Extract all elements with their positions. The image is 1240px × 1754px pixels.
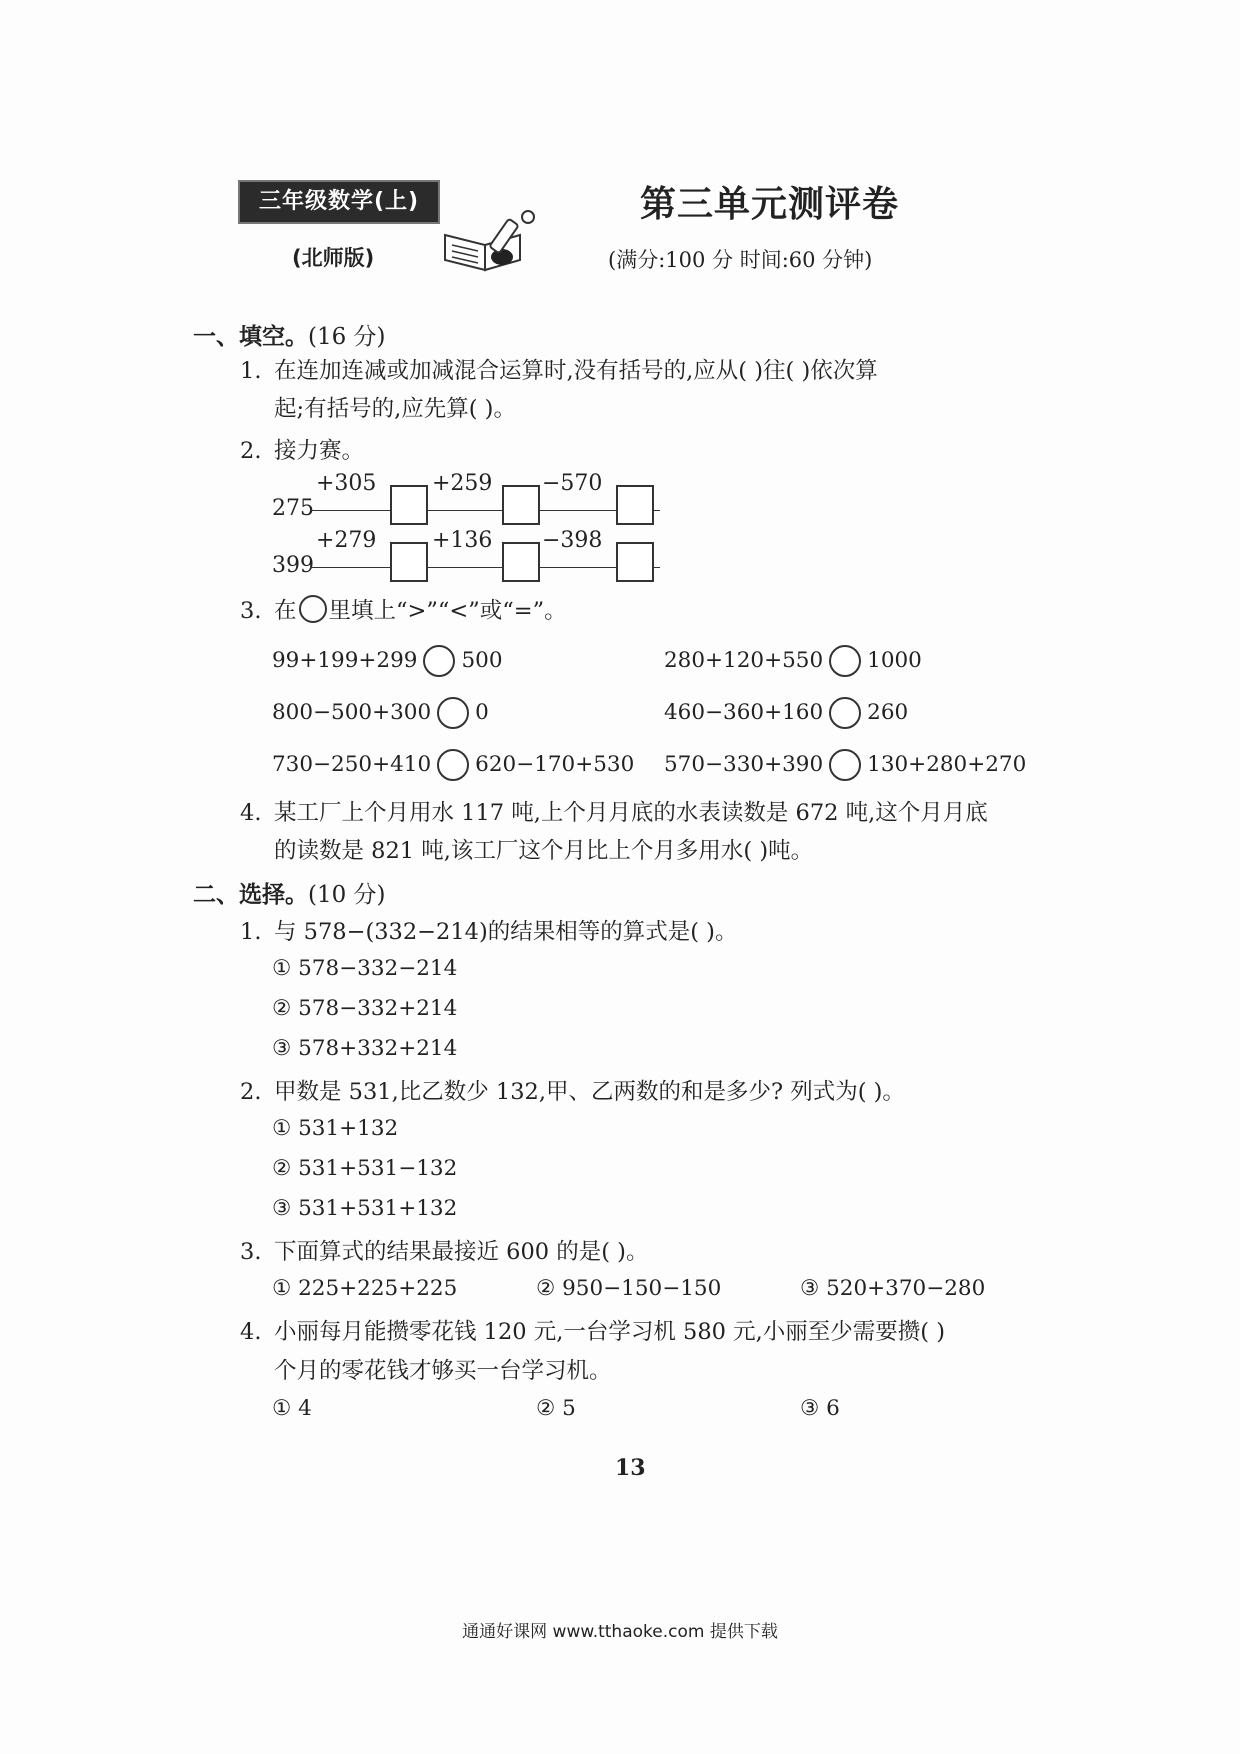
relay-chain-2	[272, 528, 672, 582]
page-number: 13	[615, 1455, 646, 1481]
grade-badge: 三年级数学(上)	[238, 180, 440, 224]
option-item[interactable]: ③ 531+531+132	[272, 1196, 458, 1221]
relay-op-2: +136	[432, 528, 493, 553]
expression: 730−250+410	[272, 752, 432, 777]
compare-circle[interactable]	[829, 697, 861, 729]
expression: 0	[475, 700, 489, 725]
compare-item	[664, 645, 922, 677]
expression: 1000	[867, 648, 922, 673]
question-2-4-line1	[240, 1316, 945, 1348]
section-1-points: (16 分)	[308, 324, 386, 350]
relay-line	[310, 510, 660, 511]
expression: 260	[867, 700, 909, 725]
question-number: 4.	[240, 1319, 262, 1345]
expression: 280+120+550	[664, 648, 824, 673]
exam-meta: (满分:100 分 时间:60 分钟)	[608, 248, 873, 272]
relay-start-value: 275	[272, 496, 314, 521]
option-item[interactable]: ② 950−150−150	[536, 1276, 722, 1301]
compare-circle[interactable]	[437, 697, 469, 729]
expression: 620−170+530	[475, 752, 635, 777]
relay-op-3: −570	[542, 471, 603, 496]
compare-item	[272, 645, 503, 677]
answer-box[interactable]	[502, 542, 540, 582]
option-item[interactable]: ② 578−332+214	[272, 996, 458, 1021]
question-2-2	[240, 1076, 905, 1108]
answer-box[interactable]	[616, 542, 654, 582]
question-2-1	[240, 916, 737, 948]
section-2-title: 二、选择。	[193, 882, 308, 908]
expression: 460−360+160	[664, 700, 824, 725]
question-number: 4.	[240, 800, 262, 826]
question-1-3	[240, 595, 567, 627]
question-number: 2.	[240, 438, 262, 464]
section-2-points: (10 分)	[308, 882, 386, 908]
footer-credit: 通通好课网 www.tthaoke.com 提供下载	[462, 1622, 778, 1642]
option-item[interactable]: ① 4	[272, 1396, 312, 1421]
circle-icon	[299, 595, 327, 623]
answer-box[interactable]	[616, 485, 654, 525]
compare-item	[272, 697, 489, 729]
question-text: 小丽每月能攒零花钱 120 元,一台学习机 580 元,小丽至少需要攒( )	[274, 1319, 946, 1345]
expression: 570−330+390	[664, 752, 824, 777]
question-number: 3.	[240, 1239, 262, 1265]
book-pencil-icon	[440, 205, 545, 275]
option-item[interactable]: ① 531+132	[272, 1116, 399, 1141]
question-number: 1.	[240, 358, 262, 384]
section-1-heading	[193, 318, 386, 351]
answer-box[interactable]	[502, 485, 540, 525]
compare-circle[interactable]	[829, 645, 861, 677]
option-item[interactable]: ③ 520+370−280	[800, 1276, 986, 1301]
expression: 800−500+300	[272, 700, 432, 725]
relay-start-value: 399	[272, 553, 314, 578]
edition-label: (北师版)	[292, 246, 375, 270]
question-text: 某工厂上个月用水 117 吨,上个月月底的水表读数是 672 吨,这个月月底	[274, 800, 988, 826]
question-1-1-line2: 起;有括号的,应先算( )。	[274, 396, 516, 422]
question-text: 甲数是 531,比乙数少 132,甲、乙两数的和是多少? 列式为( )。	[274, 1079, 905, 1105]
compare-item	[664, 697, 908, 729]
relay-line	[310, 567, 660, 568]
compare-item	[272, 749, 634, 781]
option-item[interactable]: ② 531+531−132	[272, 1156, 458, 1181]
question-number: 2.	[240, 1079, 262, 1105]
answer-box[interactable]	[390, 542, 428, 582]
answer-box[interactable]	[390, 485, 428, 525]
question-text: 下面算式的结果最接近 600 的是( )。	[274, 1239, 649, 1265]
question-1-4-line1	[240, 797, 988, 829]
question-1-1-line1	[240, 355, 878, 387]
expression: 500	[461, 648, 503, 673]
question-1-2	[240, 435, 364, 467]
question-text: 接力赛。	[274, 438, 365, 464]
question-text: 在连加连减或加减混合运算时,没有括号的,应从( )往( )依次算	[274, 358, 878, 384]
question-text: 里填上“>”“<”或“=”。	[328, 598, 567, 624]
page-title: 第三单元测评卷	[640, 183, 900, 225]
section-1-title: 一、填空。	[193, 324, 308, 350]
section-2-heading	[193, 876, 386, 909]
option-item[interactable]: ① 225+225+225	[272, 1276, 458, 1301]
question-2-4-line2: 个月的零花钱才够买一台学习机。	[274, 1358, 612, 1384]
relay-op-1: +279	[316, 528, 377, 553]
question-2-3	[240, 1236, 648, 1268]
expression: 130+280+270	[867, 752, 1027, 777]
relay-chain-1	[272, 471, 672, 525]
question-1-4-line2: 的读数是 821 吨,该工厂这个月比上个月多用水( )吨。	[274, 838, 814, 864]
expression: 99+199+299	[272, 648, 418, 673]
option-item[interactable]: ① 578−332−214	[272, 956, 458, 981]
question-text: 在	[274, 598, 297, 624]
relay-op-1: +305	[316, 471, 377, 496]
relay-op-2: +259	[432, 471, 493, 496]
question-text: 与 578−(332−214)的结果相等的算式是( )。	[274, 919, 738, 945]
relay-op-3: −398	[542, 528, 603, 553]
question-number: 1.	[240, 919, 262, 945]
compare-circle[interactable]	[829, 749, 861, 781]
question-number: 3.	[240, 598, 262, 624]
option-item[interactable]: ③ 6	[800, 1396, 840, 1421]
option-item[interactable]: ② 5	[536, 1396, 576, 1421]
compare-circle[interactable]	[423, 645, 455, 677]
compare-item	[664, 749, 1026, 781]
option-item[interactable]: ③ 578+332+214	[272, 1036, 458, 1061]
compare-circle[interactable]	[437, 749, 469, 781]
